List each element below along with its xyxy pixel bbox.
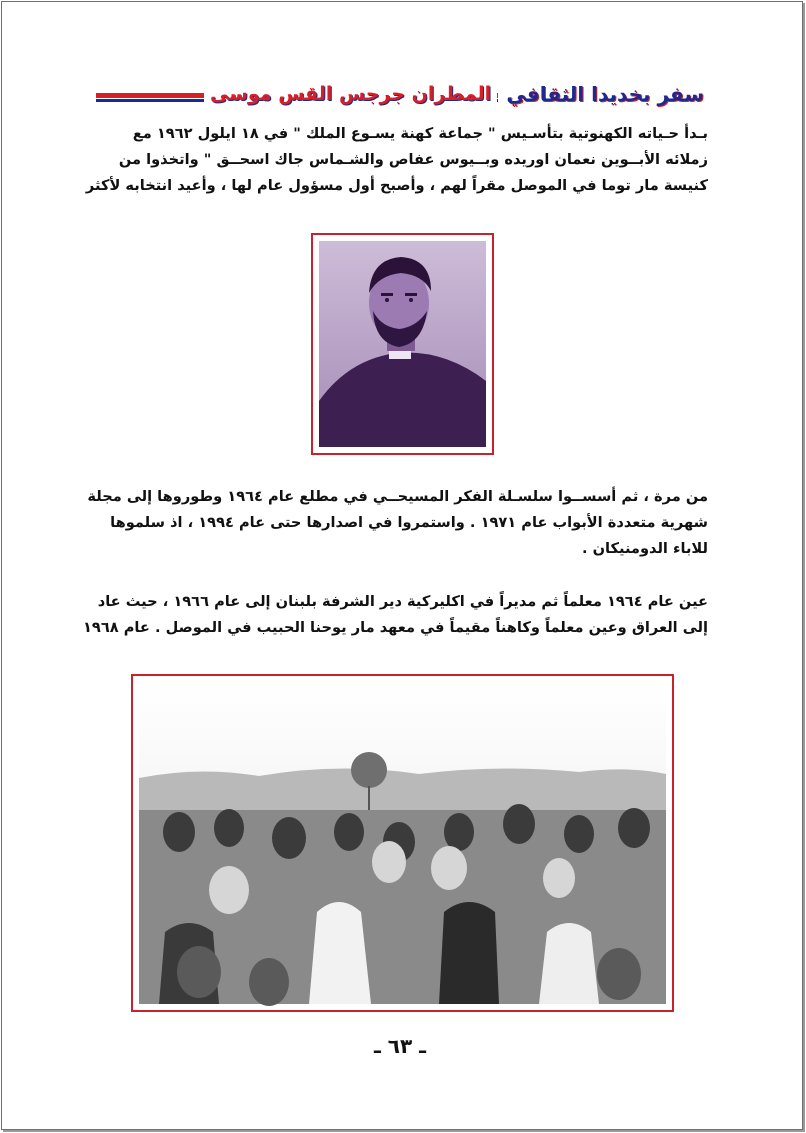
- text-line: للاباء الدومنيكان .: [581, 540, 708, 557]
- portrait-photo: [311, 233, 494, 455]
- author-title: المطران جرجس القس موسى: [204, 82, 497, 106]
- text-line: إلى العراق وعين معلماً وكاهناً مقيماً في معهد مار يوحنا الحبيب في الموصل . عام ١٩٦٨: [83, 619, 708, 636]
- portrait-illustration: [319, 241, 486, 447]
- text-line: من مرة ، ثم أسســوا سلسـلة الفكر المسيحــي في مطلع عام ١٩٦٤ وطوروها إلى مجلة: [87, 488, 708, 505]
- text-line: بـدأ حـياته الكهنوتية بتأسـيس " جماعة كهنة يسـوع الملك " في ١٨ ايلول ١٩٦٢ مع: [132, 125, 708, 142]
- page-header: [96, 82, 708, 106]
- book-title: سفر بخديدا الثقافي: [498, 82, 708, 106]
- paragraph-2: [87, 484, 708, 562]
- text-line: عين عام ١٩٦٤ معلماً ثم مديراً في اكليركية دير الشرفة بلبنان إلى عام ١٩٦٦ ، حيث عاد: [97, 593, 708, 610]
- text-line: شهرية متعددة الأبواب عام ١٩٧١ . واستمروا في اصدارها حتى عام ١٩٩٤ ، اذ سلموها: [110, 514, 708, 531]
- paragraph-3: [83, 589, 708, 641]
- portrait-image: [319, 241, 486, 447]
- text-line: زملائه الأبــوين نعمان اوريده وبــيوس عفاص والشـماس جاك اسحــق " واتخذوا من: [118, 151, 708, 168]
- page-number: ـ ٦٣ ـ: [373, 1034, 427, 1058]
- text-line: كنيسة مار توما في الموصل مقراً لهم ، وأصبح أول مسؤول عام لها ، وأعيد انتخابه لأكثر: [85, 177, 708, 194]
- group-photo-image: [139, 682, 666, 1004]
- group-photo-illustration: [139, 682, 666, 1004]
- group-photo: [131, 674, 674, 1012]
- paragraph-1: [85, 121, 708, 199]
